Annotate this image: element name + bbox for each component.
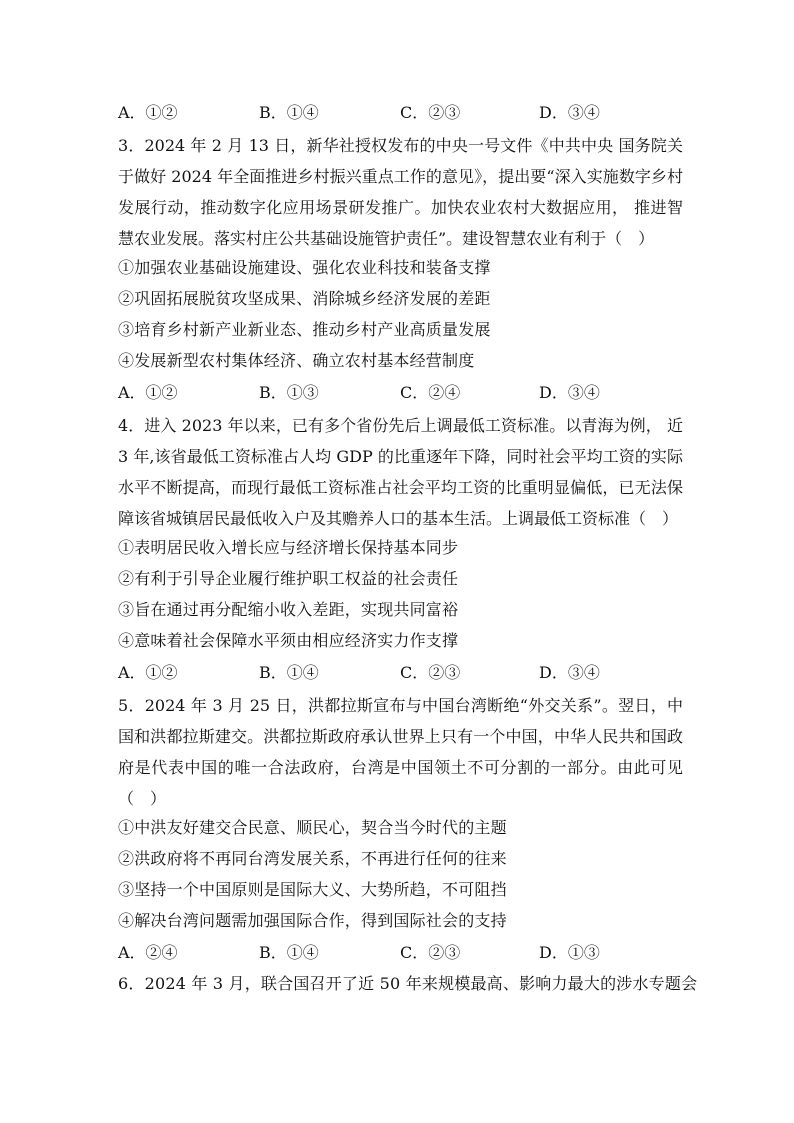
option-b: B．①④ xyxy=(259,943,319,962)
question-3-stem: 3．2024 年 2 月 13 日，新华社授权发布的中央一号文件《中共中央 国务院关于做好 2024 年全面推进乡村振兴重点工作的意见》，提出要“深入实施数字乡村发展行动，推动数字化应用场景研发推广。加快农业农村大数据应用， 推进智慧农业发展。落实村庄公共基础设施管护责任”。建设智慧农业有利于（ ） xyxy=(118,136,683,248)
statement-2: ②洪政府将不再同台湾发展关系，不再进行任何的往来 xyxy=(118,849,507,868)
option-b: B．①④ xyxy=(259,103,319,122)
statement-2: ②有利于引导企业履行维护职工权益的社会责任 xyxy=(118,569,459,588)
option-c: C．②④ xyxy=(400,383,461,402)
option-a: A．①② xyxy=(118,663,178,682)
option-b: B．①④ xyxy=(259,663,319,682)
option-c: C．②③ xyxy=(400,103,461,122)
statement-1: ①表明居民收入增长应与经济增长保持基本同步 xyxy=(118,538,459,557)
option-d: D．③④ xyxy=(539,663,600,682)
question-6-stem: 6．2024 年 3 月，联合国召开了近 50 年来规模最高、影响力最大的涉水专题会 xyxy=(118,974,698,993)
statement-1: ①中洪友好建交合民意、顺民心，契合当今时代的主题 xyxy=(118,818,507,837)
statement-4: ④发展新型农村集体经济、确立农村基本经营制度 xyxy=(118,351,475,370)
option-d: D．③④ xyxy=(539,383,600,402)
option-c: C．②③ xyxy=(400,943,461,962)
answer-options-q5 xyxy=(118,943,683,963)
option-d: D．①③ xyxy=(539,943,600,962)
answer-options-q4 xyxy=(118,663,683,683)
statement-3: ③旨在通过再分配缩小收入差距，实现共同富裕 xyxy=(118,600,459,619)
answer-options-q2 xyxy=(118,103,683,123)
option-a: A．①② xyxy=(118,103,178,122)
answer-options-q3 xyxy=(118,383,683,403)
option-a: A．①② xyxy=(118,383,178,402)
statement-4: ④解决台湾问题需加强国际合作，得到国际社会的支持 xyxy=(118,911,507,930)
question-4-stem: 4．进入 2023 年以来，已有多个省份先后上调最低工资标准。以青海为例， 近 3 年,该省最低工资标准占人均 GDP 的比重逐年下降，同时社会平均工资的实际水平不断提高，而现行最低工资标准占社会平均工资的比重明显偏低，已无法保障该省城镇居民最低收入户及其赡养人口的基本生活。上调最低工资标准（ ） xyxy=(118,416,683,528)
statement-3: ③培育乡村新产业新业态、推动乡村产业高质量发展 xyxy=(118,320,491,339)
statement-4: ④意味着社会保障水平须由相应经济实力作支撑 xyxy=(118,631,459,650)
statement-1: ①加强农业基础设施建设、强化农业科技和装备支撑 xyxy=(118,258,491,277)
question-5-stem: 5．2024 年 3 月 25 日，洪都拉斯宣布与中国台湾断绝“外交关系”。翌日，中国和洪都拉斯建交。洪都拉斯政府承认世界上只有一个中国，中华人民共和国政府是代表中国的唯一合法政府，台湾是中国领土不可分割的一部分。由此可见（ ） xyxy=(118,696,683,808)
option-a: A．②④ xyxy=(118,943,178,962)
option-b: B．①③ xyxy=(259,383,319,402)
statement-3: ③坚持一个中国原则是国际大义、大势所趋，不可阻挡 xyxy=(118,880,507,899)
option-d: D．③④ xyxy=(539,103,600,122)
option-c: C．②③ xyxy=(400,663,461,682)
statement-2: ②巩固拓展脱贫攻坚成果、消除城乡经济发展的差距 xyxy=(118,289,491,308)
